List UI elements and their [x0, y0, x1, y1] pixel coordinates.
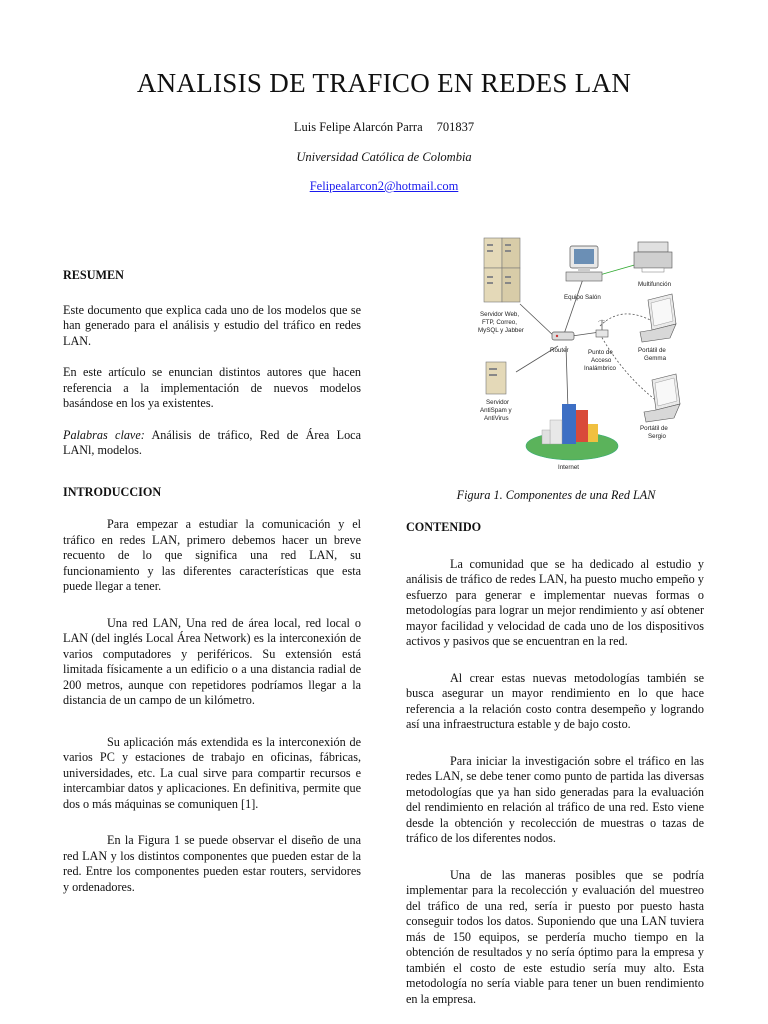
server-cluster-icon — [484, 238, 520, 302]
figure-caption: Figura 1. Componentes de una Red LAN — [456, 488, 656, 502]
label-ap-3: Inalámbrico — [584, 365, 616, 372]
introduccion-heading: INTRODUCCION — [63, 484, 162, 499]
label-antispam-2: AntiSpam y — [480, 407, 512, 414]
label-antispam-3: AntiVirus — [484, 415, 509, 422]
label-gemma-2: Gemma — [644, 355, 667, 362]
label-server-web-3: MySQL y Jabber — [478, 327, 524, 334]
internet-city-icon — [526, 404, 618, 460]
keywords-text: Análisis de tráfico, Red de Área Loca LANl, modelos. — [63, 427, 361, 457]
paper-title: ANALISIS DE TRAFICO EN REDES LAN — [136, 68, 632, 98]
resumen-heading: RESUMEN — [63, 268, 124, 282]
intro-paragraph-3: Su aplicación más extendida es la interconexión de varios PC y estaciones de trabajo en oficinas, fábricas, universidades, etc. La cual sirve para compartir recursos e intercambiar datos y aplicaciones. En definitiva, permite que dos o más máquinas se comuniquen [1]. — [63, 734, 361, 811]
laptop-sergio-icon — [644, 374, 680, 422]
label-ap-1: Punto de — [588, 349, 613, 356]
label-gemma-1: Portátil de — [638, 347, 666, 354]
author-id: 701837 — [436, 120, 475, 134]
resumen-paragraph-1: Este documento que explica cada uno de los modelos que se han generado para el análisis y estudio del tráfico en redes LAN. — [63, 302, 361, 348]
antispam-server-icon — [486, 362, 506, 394]
email-link[interactable]: Felipealarcon2@hotmail.com — [309, 179, 459, 193]
right-column — [406, 520, 704, 1007]
intro-paragraph-4: En la Figura 1 se puede observar el diseño de una red LAN y los distintos componentes que pueden estar de la red. Entre los componentes pueden estar routers, servidores y ordenadores. — [63, 833, 361, 894]
intro-paragraph-1: Para empezar a estudiar la comunicación y el tráfico en redes LAN, primero debemos hacer un breve recuento de lo que significa una red LAN, su funcionamiento y las diferentes características que esta puede llegar a tener. — [63, 517, 361, 593]
resumen-paragraph-2: En este artículo se enuncian distintos autores que hacen referencia a la implementación de nuevos modelos basándose en los ya existentes. — [63, 365, 361, 410]
keywords-label: Palabras clave: — [63, 427, 145, 442]
desktop-computer-icon — [566, 246, 602, 281]
label-multifuncion: Multifunción — [638, 281, 672, 288]
network-diagram — [472, 234, 682, 472]
label-server-web-1: Servidor Web, — [480, 311, 520, 318]
left-column — [63, 268, 361, 895]
label-router: Router — [550, 347, 569, 354]
label-server-web-2: FTP, Correo, — [482, 319, 517, 326]
contenido-paragraph-3: Para iniciar la investigación sobre el tráfico en las redes LAN, se debe tener como punto de partida las diversas metodologías que ya han sido generadas para la evaluación del rendimiento en relación al tráfico de una red. Esto viene desde la obtención y recolección de muestras o tazas de tráfico de los diferentes nodos. — [406, 753, 704, 845]
network-figure — [472, 234, 682, 472]
label-sergio-2: Sergio — [648, 433, 666, 440]
contenido-paragraph-1: La comunidad que se ha dedicado al estudio y análisis de tráfico de redes LAN, ha puesto mucho empeño y esfuerzo para generar e implementar nuevas formas o metodologías para lograr un mejor rendimiento y así obtener mayor facilidad y velocidad de cada uno de los dispositivos activos y pasivos que se encuentran en la red. — [406, 556, 704, 648]
printer-icon — [634, 242, 672, 272]
label-equipo-salon: Equipo Salón — [564, 294, 601, 301]
contenido-heading: CONTENIDO — [406, 520, 482, 534]
intro-paragraph-2: Una red LAN, Una red de área local, red local o LAN (del inglés Local Área Network) es la interconexión de varios computadores y periféricos. Su extensión está limitada físicamente a un edificio o a una distancia radial de 200 metros, aunque con repetidores podríamos llegar a la distancia de un campo de un kilómetro. — [63, 615, 361, 707]
router-icon — [552, 332, 574, 340]
label-antispam-1: Servidor — [486, 399, 510, 406]
label-sergio-1: Portátil de — [640, 425, 668, 432]
author-name: Luis Felipe Alarcón Parra — [293, 120, 423, 134]
label-ap-2: Acceso — [591, 357, 612, 364]
email-line — [0, 179, 768, 194]
access-point-icon — [596, 320, 608, 337]
author-line — [0, 120, 768, 135]
contenido-paragraph-4: Una de las maneras posibles que se podría implementar para la recolección y evaluación del muestreo del tráfico de una red, sería ir puesto por puesto hasta conseguir todos los datos. Suponiendo que una LAN tuviera más de 150 equipos, se perdería mucho tiempo en la obtención de resultados y no sería óptimo para la empresa y también el costo de este estudio sería muy alto. Esta metodología no sería viable para tener un buen rendimiento en la empresa. — [406, 867, 704, 1006]
affiliation: Universidad Católica de Colombia — [296, 150, 472, 164]
keywords-paragraph — [63, 428, 361, 459]
contenido-paragraph-2: Al crear estas nuevas metodologías también se busca asegurar un mayor rendimiento en lo que hace referencia a la relación costo contra desempeño y logrando así una infraestructura estable y de bajo costo. — [406, 670, 704, 731]
label-internet: Internet — [558, 464, 579, 471]
